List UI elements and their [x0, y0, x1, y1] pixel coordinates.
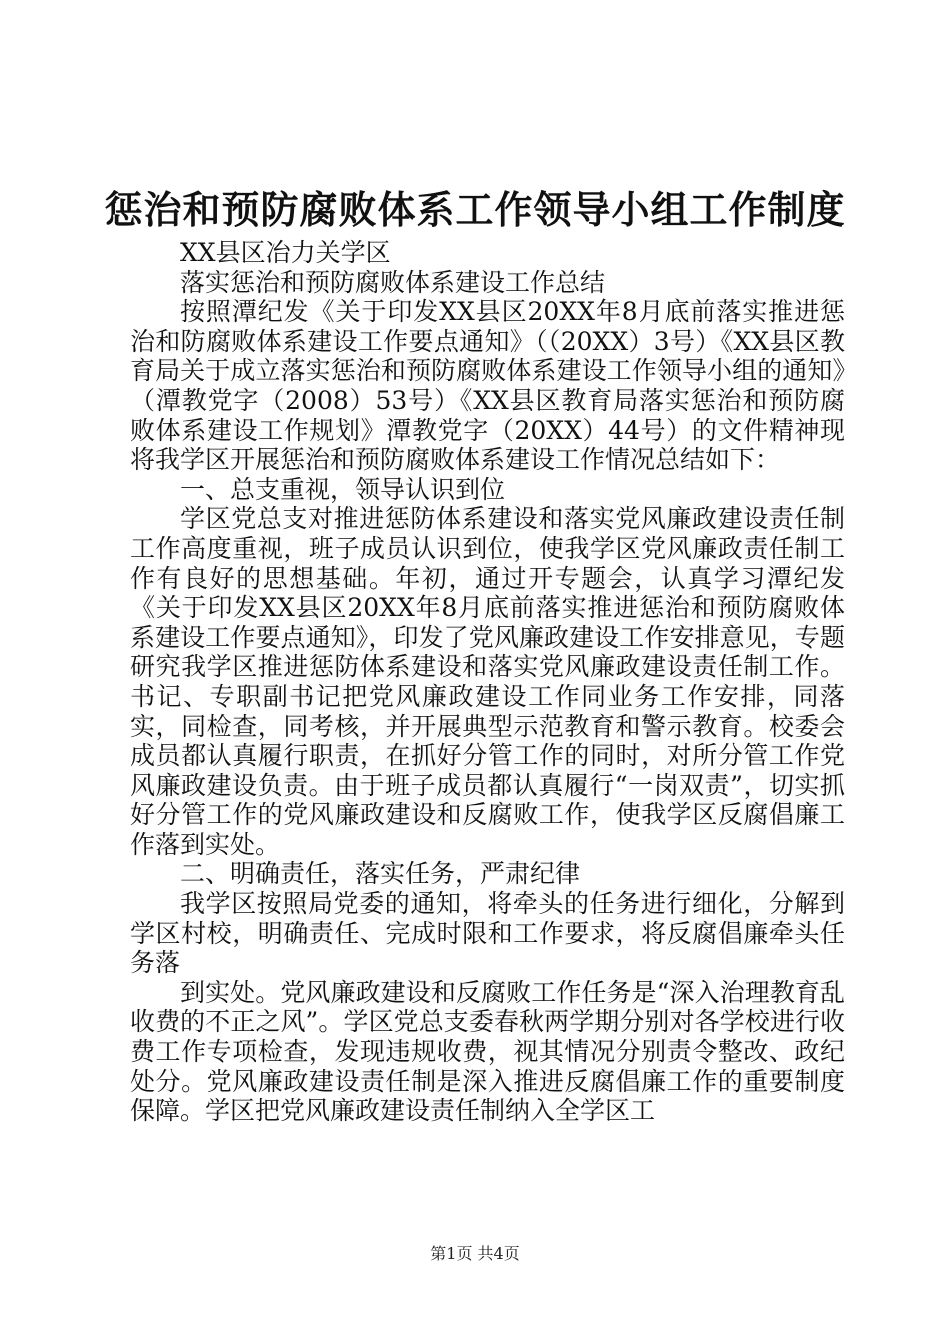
- document-title: 惩治和预防腐败体系工作领导小组工作制度: [104, 188, 846, 232]
- section-heading-1: 一、总支重视，领导认识到位: [180, 474, 506, 504]
- paragraph-summary-heading: 落实惩治和预防腐败体系建设工作总结: [180, 267, 606, 297]
- section-heading-2: 二、明确责任，落实任务，严肃纪律: [180, 859, 581, 889]
- paragraph-section-1: 学区党总支对推进惩防体系建设和落实党风廉政建设责任制工作高度重视，班子成员认识到位，使我学区党风廉政责任制工作有良好的思想基础。年初，通过开专题会，认真学习潭纪发《关于印发XX县区20XX年8月底前落实推进惩治和预防腐败体系建设工作要点通知》，印发了党风廉政建设工作安排意见，专题研究我学区推进惩防体系建设和落实党风廉政建设责任制工作。书记、专职副书记把党风廉政建设工作同业务工作安排，同落实，同检查，同考核，并开展典型示范教育和警示教育。校委会成员都认真履行职责，在抓好分管工作的同时，对所分管工作党风廉政建设负责。由于班子成员都认真履行“一岗双责”，切实抓好分管工作的党风廉政建设和反腐败工作，使我学区反腐倡廉工作落到实处。: [130, 504, 845, 859]
- page-number-footer: 第1页 共4页: [430, 1244, 520, 1263]
- paragraph-intro: 按照潭纪发《关于印发XX县区20XX年8月底前落实推进惩治和防腐败体系建设工作要点通知》（（20XX）3号）《XX县区教育局关于成立落实惩治和预防腐败体系建设工作领导小组的通知》（潭教党字（2008）53号）《XX县区教育局落实惩治和预防腐败体系建设工作规划》潭教党字（20XX）44号）的文件精神现将我学区开展惩治和预防腐败体系建设工作情况总结如下：: [130, 297, 845, 475]
- paragraph-section-2b: 到实处。党风廉政建设和反腐败工作任务是“深入治理教育乱收费的不正之风”。学区党总支委春秋两学期分别对各学校进行收费工作专项检查，发现违规收费，视其情况分别责令整改、政纪处分。党风廉政建设责任制是深入推进反腐倡廉工作的重要制度保障。学区把党风廉政建设责任制纳入全学区工: [130, 977, 845, 1126]
- paragraph-section-2a: 我学区按照局党委的通知，将牵头的任务进行细化，分解到学区村校，明确责任、完成时限和工作要求，将反腐倡廉牵头任务落: [130, 889, 845, 978]
- paragraph-school-district: XX县区冶力关学区: [180, 238, 391, 267]
- document-body: [130, 238, 845, 1126]
